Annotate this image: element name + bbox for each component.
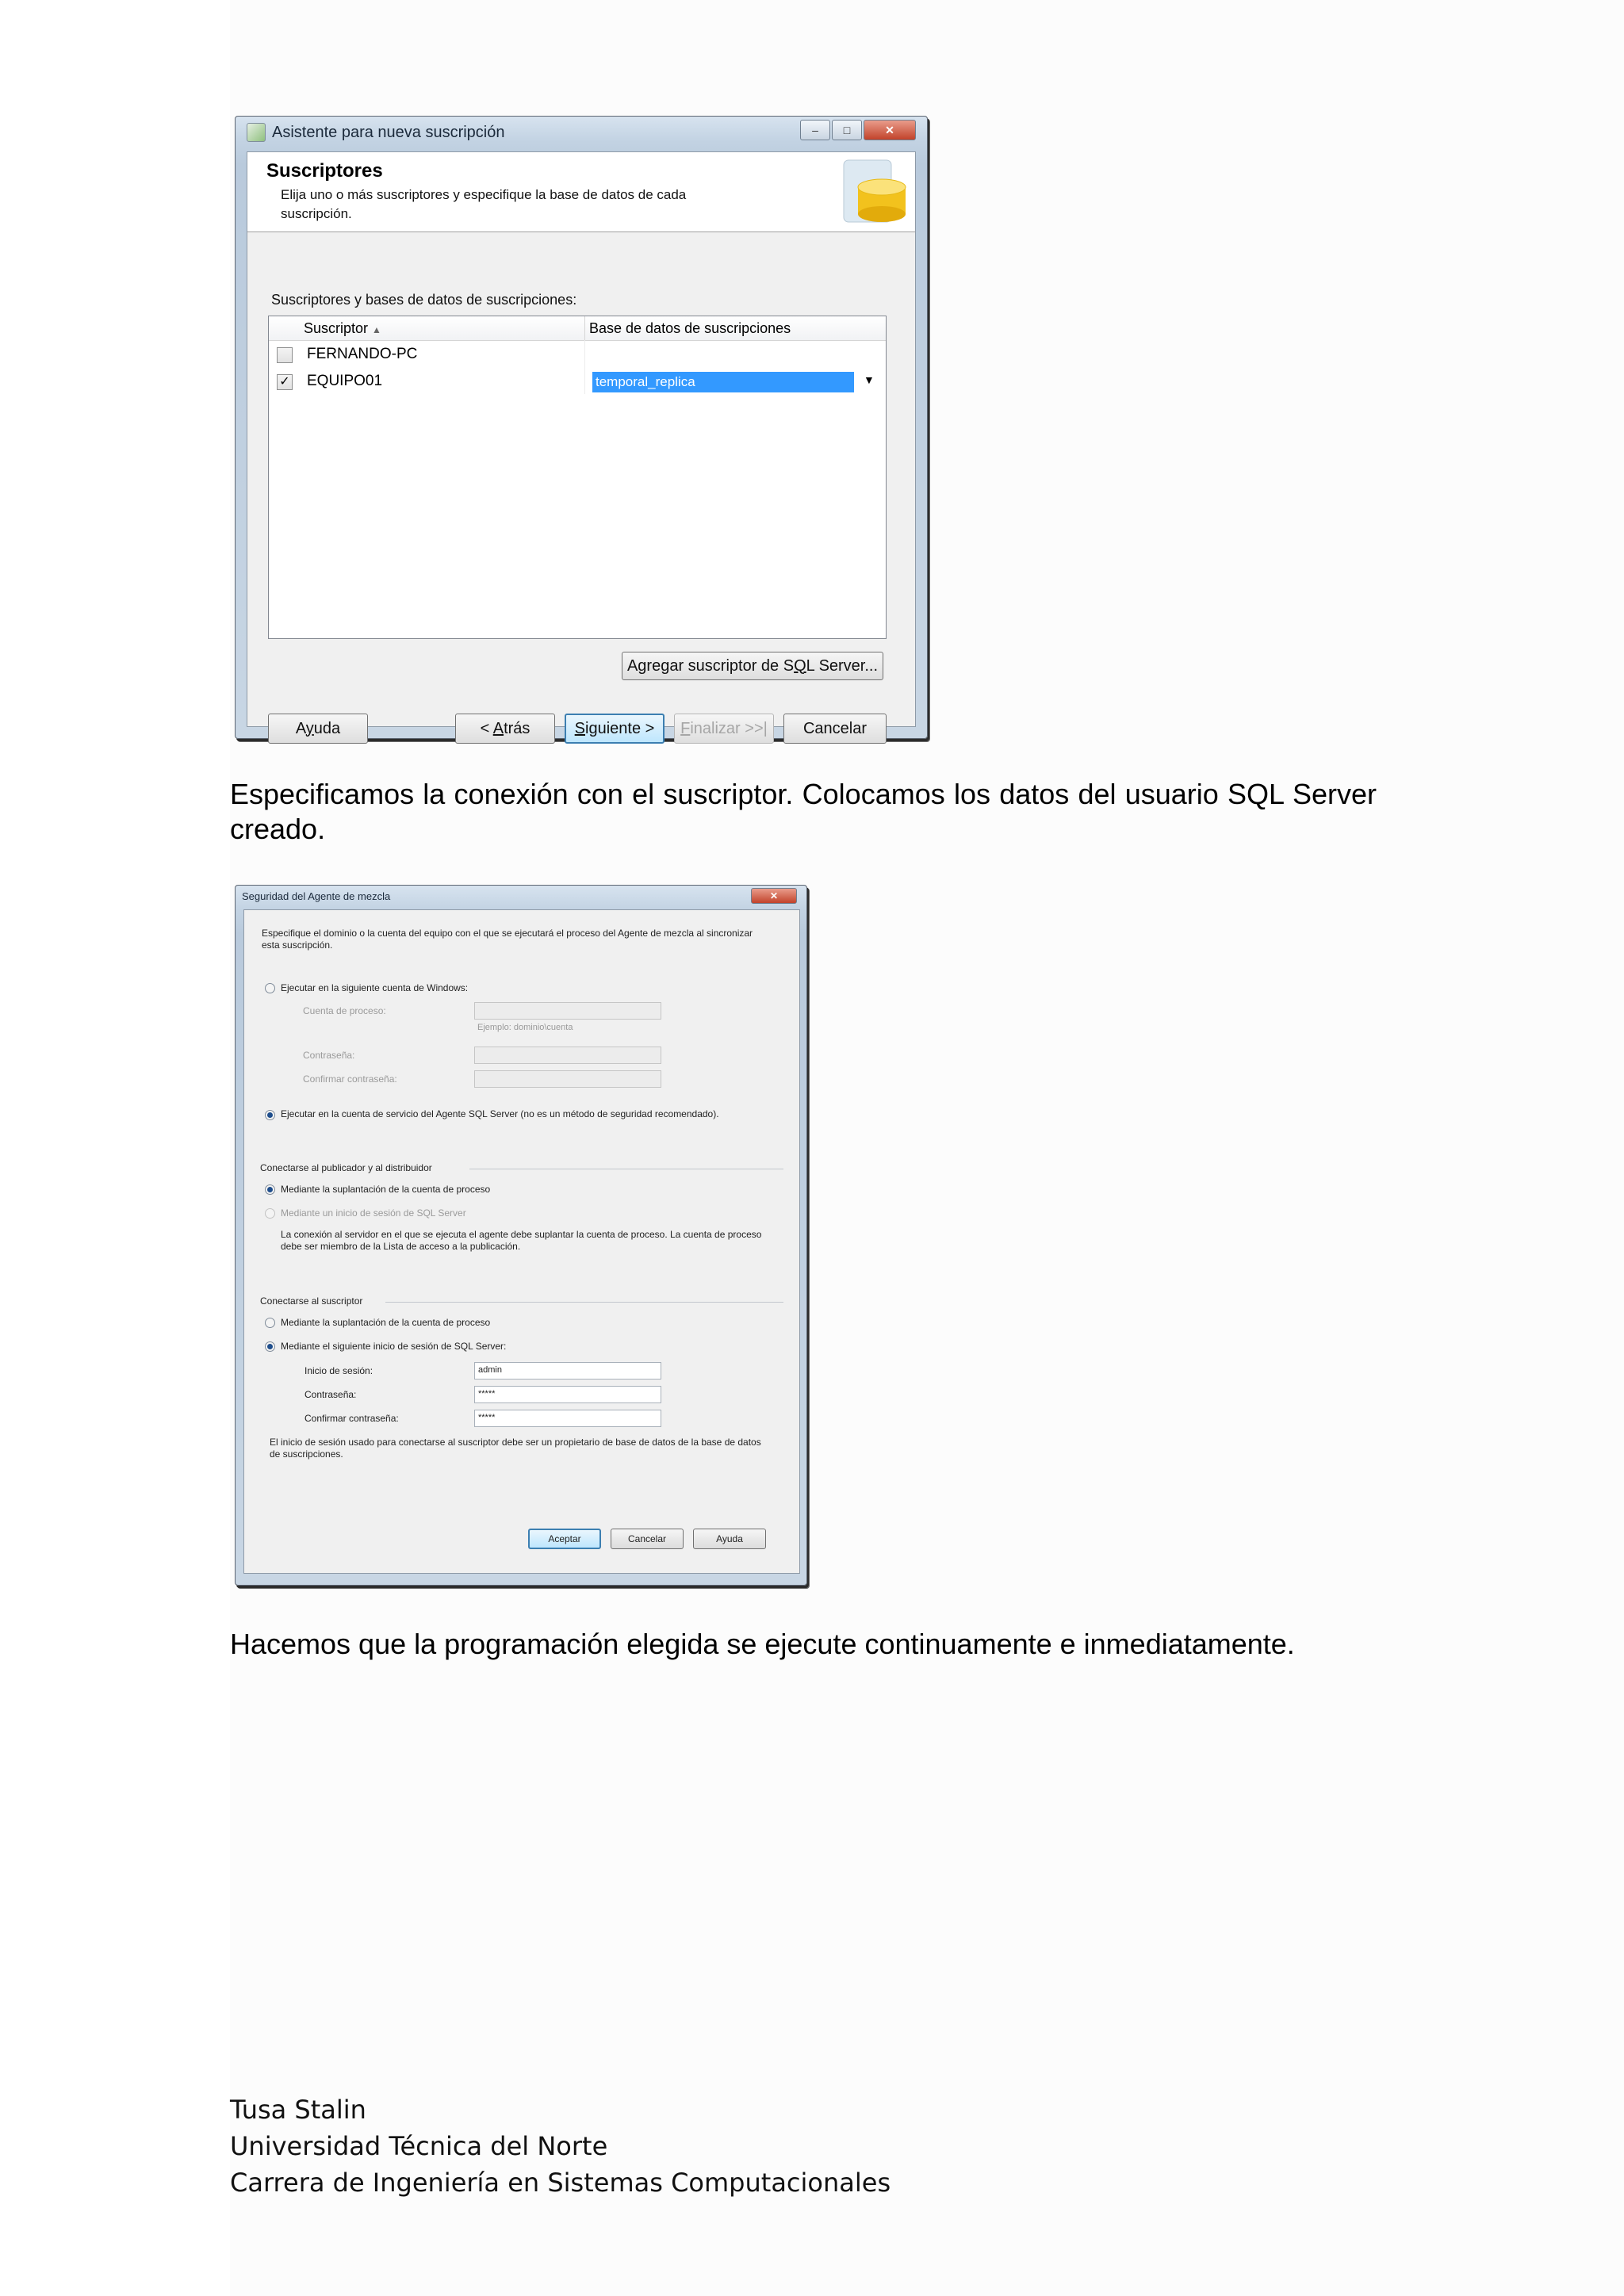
login-input[interactable]: admin [474, 1362, 661, 1380]
sub-impersonate-radio[interactable] [265, 1318, 275, 1328]
maximize-button[interactable]: □ [832, 120, 862, 140]
subscriber-name: FERNANDO-PC [307, 346, 418, 362]
back-button[interactable]: < Atrás [455, 714, 555, 744]
paragraph-schedule: Hacemos que la programación elegida se ejecute continuamente e inmediatamente. [230, 1628, 1295, 1660]
run-windows-account-radio[interactable] [265, 983, 275, 993]
wizard-title: Asistente para nueva suscripción [272, 123, 505, 141]
password-input[interactable] [474, 1047, 661, 1064]
table-row[interactable] [269, 369, 886, 396]
window-caption-buttons [800, 120, 916, 140]
row-checkbox[interactable]: ✓ [277, 374, 293, 390]
subscriber-note: El inicio de sesión usado para conectarse al suscriptor debe ser un propietario de base de datos de la base de datos de suscripciones. [270, 1437, 761, 1460]
database-icon [836, 155, 915, 230]
close-button[interactable]: ✕ [864, 120, 916, 140]
add-sql-subscriber-button[interactable]: Agregar suscriptor de SQL Server... [622, 652, 883, 680]
page-title: Suscriptores [266, 160, 383, 182]
wizard-app-icon [247, 123, 266, 142]
subscription-database-select[interactable]: temporal_replica [592, 372, 854, 392]
paragraph-subscriber-connection: Especificamos la conexión con el suscriptor. Colocamos los datos del usuario SQL Server creado. [230, 778, 1377, 845]
subscriber-name: EQUIPO01 [307, 373, 383, 389]
footer-author: Tusa Stalin [230, 2095, 366, 2125]
subscription-database[interactable] [592, 345, 854, 365]
process-account-label: Cuenta de proceso: [303, 1005, 386, 1016]
minimize-button[interactable]: – [800, 120, 830, 140]
password-label: Contraseña: [303, 1050, 355, 1061]
sub-confirm-label: Confirmar contraseña: [304, 1413, 399, 1424]
footer-university: Universidad Técnica del Norte [230, 2131, 608, 2161]
sub-sql-login-radio[interactable] [265, 1341, 275, 1352]
confirm-password-label: Confirmar contraseña: [303, 1073, 397, 1085]
run-agent-account-label: Ejecutar en la cuenta de servicio del Agente SQL Server (no es un método de seguridad recomendado). [281, 1108, 719, 1119]
security-client-area [243, 909, 800, 1574]
grid-header [269, 316, 886, 341]
security-title: Seguridad del Agente de mezcla [242, 890, 391, 902]
group-publisher-label: Conectarse al publicador y al distribuidor [260, 1162, 432, 1173]
run-windows-account-label: Ejecutar en la siguiente cuenta de Windows: [281, 982, 469, 993]
run-agent-account-radio[interactable] [265, 1110, 275, 1120]
pub-sql-login-radio[interactable] [265, 1208, 275, 1219]
column-subscriber[interactable]: Suscriptor ▲ [304, 320, 381, 336]
group-subscriber-label: Conectarse al suscriptor [260, 1295, 363, 1307]
security-titlebar [236, 886, 806, 906]
cancel-button[interactable]: Cancelar [611, 1529, 684, 1549]
subscribers-list-label: Suscriptores y bases de datos de suscripciones: [271, 292, 577, 308]
pub-sql-login-label: Mediante un inicio de sesión de SQL Server [281, 1207, 466, 1219]
intro-text: Especifique el dominio o la cuenta del equipo con el que se ejecutará el proceso del Agente de mezcla al sincronizar esta suscripción. [262, 928, 753, 951]
sub-password-input[interactable]: ***** [474, 1386, 661, 1403]
sub-confirm-input[interactable]: ***** [474, 1410, 661, 1427]
close-button[interactable]: ✕ [751, 888, 797, 904]
pub-impersonate-radio[interactable] [265, 1184, 275, 1195]
subscribers-grid[interactable] [268, 316, 887, 639]
ok-button[interactable]: Aceptar [528, 1529, 601, 1549]
footer [230, 2091, 891, 2201]
finish-button[interactable]: Finalizar >>| [674, 714, 774, 744]
sort-asc-icon: ▲ [372, 324, 381, 335]
next-button[interactable]: Siguiente > [565, 714, 665, 744]
help-button[interactable]: Ayuda [268, 714, 368, 744]
merge-agent-security-window [235, 885, 807, 1586]
page-description: Elija uno o más suscriptores y especifique la base de datos de cada suscripción. [281, 187, 687, 221]
column-subscription-db[interactable]: Base de datos de suscripciones [589, 320, 791, 336]
wizard-header [247, 152, 915, 232]
sub-sql-login-label: Mediante el siguiente inicio de sesión de SQL Server: [281, 1341, 507, 1352]
publisher-note: La conexión al servidor en el que se ejecuta el agente debe suplantar la cuenta de proceso. La cuenta de proceso debe ser miembro de la Lista de acceso a la publicación. [281, 1229, 762, 1252]
pub-impersonate-label: Mediante la suplantación de la cuenta de proceso [281, 1184, 491, 1195]
confirm-password-input[interactable] [474, 1070, 661, 1088]
footer-career: Carrera de Ingeniería en Sistemas Computacionales [230, 2168, 891, 2198]
new-subscription-wizard-window [235, 116, 928, 739]
cancel-button[interactable]: Cancelar [783, 714, 887, 744]
table-row[interactable] [269, 342, 886, 369]
help-button[interactable]: Ayuda [693, 1529, 766, 1549]
sub-password-label: Contraseña: [304, 1389, 357, 1400]
process-account-input[interactable] [474, 1002, 661, 1020]
dropdown-arrow-icon[interactable]: ▼ [864, 373, 875, 386]
login-label: Inicio de sesión: [304, 1365, 373, 1376]
example-hint: Ejemplo: dominio\cuenta [477, 1023, 573, 1032]
sub-impersonate-label: Mediante la suplantación de la cuenta de proceso [281, 1317, 491, 1328]
window-caption-buttons [751, 888, 797, 904]
wizard-client-area [247, 151, 916, 737]
row-checkbox[interactable] [277, 347, 293, 363]
